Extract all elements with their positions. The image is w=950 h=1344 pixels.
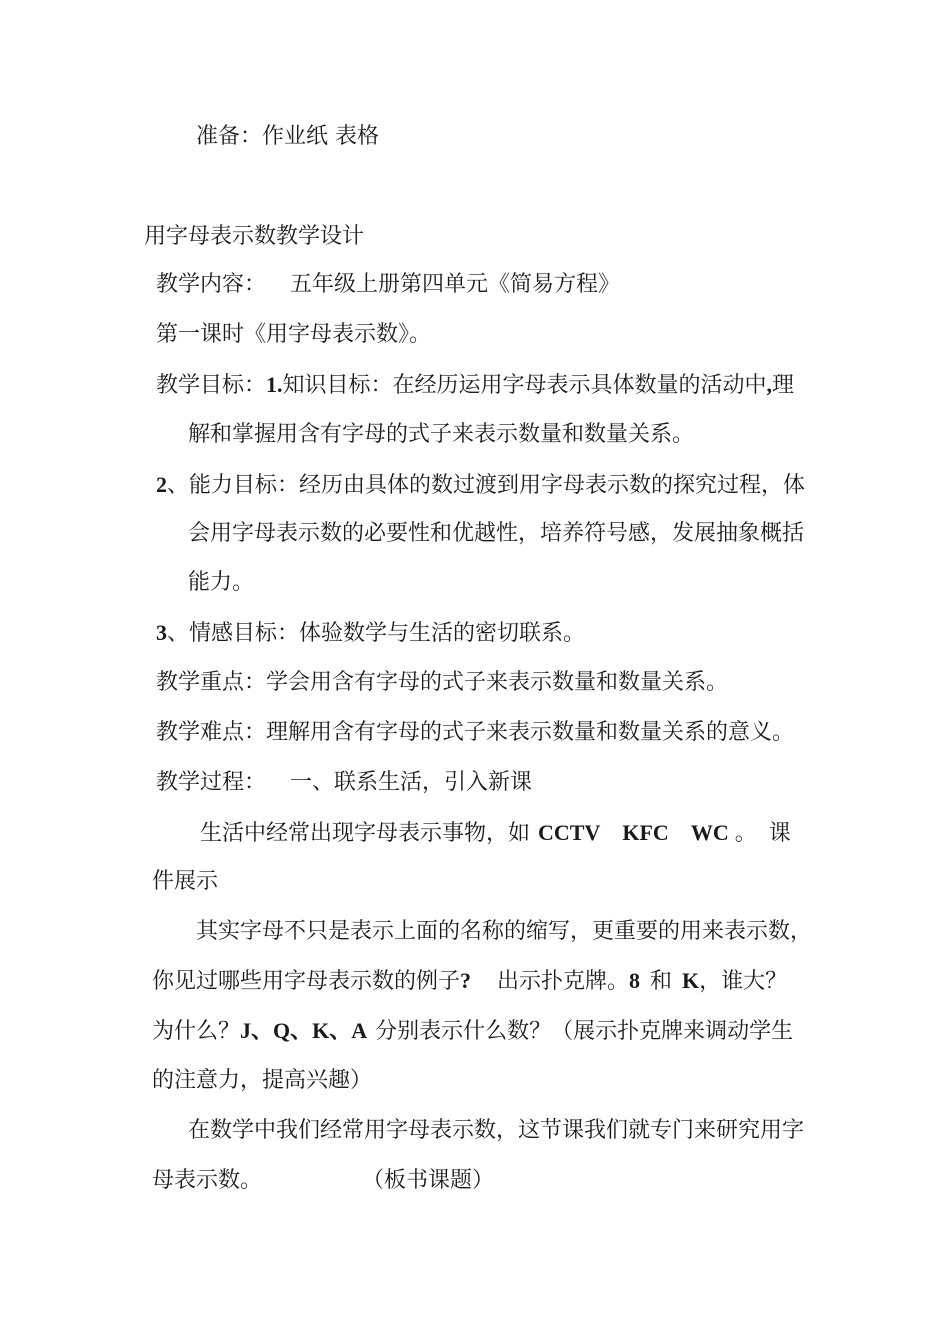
prep-line <box>196 122 379 152</box>
para1-line2 <box>152 867 218 897</box>
goal3-number: 3 <box>156 620 167 645</box>
para2-line3-a: 为什么？ <box>152 1019 241 1044</box>
para1-text-a: 生活中经常出现字母表示事物，如 <box>200 821 531 846</box>
para2-line2-b: 出示扑克牌。 <box>497 969 630 994</box>
goal1-number: 1. <box>266 372 283 397</box>
cards-jqka: J、Q、K、A <box>240 1018 368 1043</box>
para1-line2-text: 件展示 <box>152 869 219 894</box>
doc-title <box>144 222 364 252</box>
para3-line2-b: （板书课题） <box>362 1168 495 1193</box>
goal2-line3-text: 能力。 <box>188 570 255 595</box>
para3-line1-text: 在数学中我们经常用字母表示数，这节课我们就专门来研究用字 <box>188 1118 805 1143</box>
goal1-comma: , <box>766 372 773 397</box>
goal1-line1 <box>156 370 794 401</box>
para2-line1 <box>196 917 812 947</box>
para1-dot: 。 <box>734 821 757 846</box>
content-value: 五年级上册第四单元《简易方程》 <box>290 272 621 297</box>
card-k: K <box>682 968 700 993</box>
process-label: 教学过程： <box>156 770 267 795</box>
lesson-line <box>156 320 431 350</box>
para3-line1 <box>188 1116 804 1146</box>
para2-line3-b: 分别表示什么数？（展示扑克牌来调动学生 <box>375 1019 794 1044</box>
goal2-number: 2 <box>156 472 167 497</box>
difficulty-line <box>156 718 794 748</box>
word-he: 和 <box>650 969 673 994</box>
goal2-line3 <box>188 568 254 598</box>
goal2-line2 <box>188 519 804 549</box>
para2-line4-text: 的注意力，提高兴趣） <box>152 1068 373 1093</box>
para2-line4 <box>152 1066 372 1096</box>
goal1-text-a: 知识目标：在经历运用字母表示具体数量的活动中 <box>282 373 767 398</box>
abbr-cctv: CCTV <box>538 820 601 845</box>
process-step1: 一、联系生活，引入新课 <box>290 770 533 795</box>
para2-line2-c: ，谁大？ <box>699 969 788 994</box>
para3-line2 <box>152 1166 494 1196</box>
para2-line1-text: 其实字母不只是表示上面的名称的缩写，更重要的用来表示数， <box>196 919 813 944</box>
goal1-line2-text: 解和掌握用含有字母的式子来表示数量和数量关系。 <box>188 422 695 447</box>
goal3-line <box>156 618 585 649</box>
content-label: 教学内容： <box>156 272 267 297</box>
goal3-text: 、情感目标：体验数学与生活的密切联系。 <box>167 621 586 646</box>
goal1-text-b: 理 <box>772 373 795 398</box>
goal2-line1 <box>156 470 805 501</box>
para2-line3 <box>152 1016 793 1047</box>
card-eight: 8 <box>629 968 641 993</box>
lesson-text: 第一课时《用字母表示数》。 <box>156 322 432 347</box>
goal2-line1-text: 、能力目标：经历由具体的数过渡到用字母表示数的探究过程，体 <box>167 473 806 498</box>
goal2-line2-text: 会用字母表示数的必要性和优越性，培养符号感，发展抽象概括 <box>188 521 805 546</box>
goal1-line2 <box>188 420 694 450</box>
para3-line2-a: 母表示数。 <box>152 1168 263 1193</box>
key-point-line <box>156 668 728 698</box>
process-line <box>156 768 532 798</box>
para1-line1 <box>200 818 791 849</box>
abbr-wc: WC <box>690 820 729 845</box>
prep-text: 准备：作业纸 表格 <box>196 124 379 149</box>
goals-label: 教学目标： <box>156 373 267 398</box>
content-line <box>156 270 620 300</box>
para1-ke: 课 <box>768 821 791 846</box>
para2-line2-a: 你见过哪些用字母表示数的例子 <box>152 969 461 994</box>
para2-line2 <box>152 966 787 997</box>
key-point-text: 教学重点：学会用含有字母的式子来表示数量和数量关系。 <box>156 670 729 695</box>
title-text: 用字母表示数教学设计 <box>144 224 365 249</box>
difficulty-text: 教学难点：理解用含有字母的式子来表示数量和数量关系的意义。 <box>156 720 795 745</box>
para2-question-mark: ? <box>460 968 472 993</box>
abbr-kfc: KFC <box>622 820 669 845</box>
